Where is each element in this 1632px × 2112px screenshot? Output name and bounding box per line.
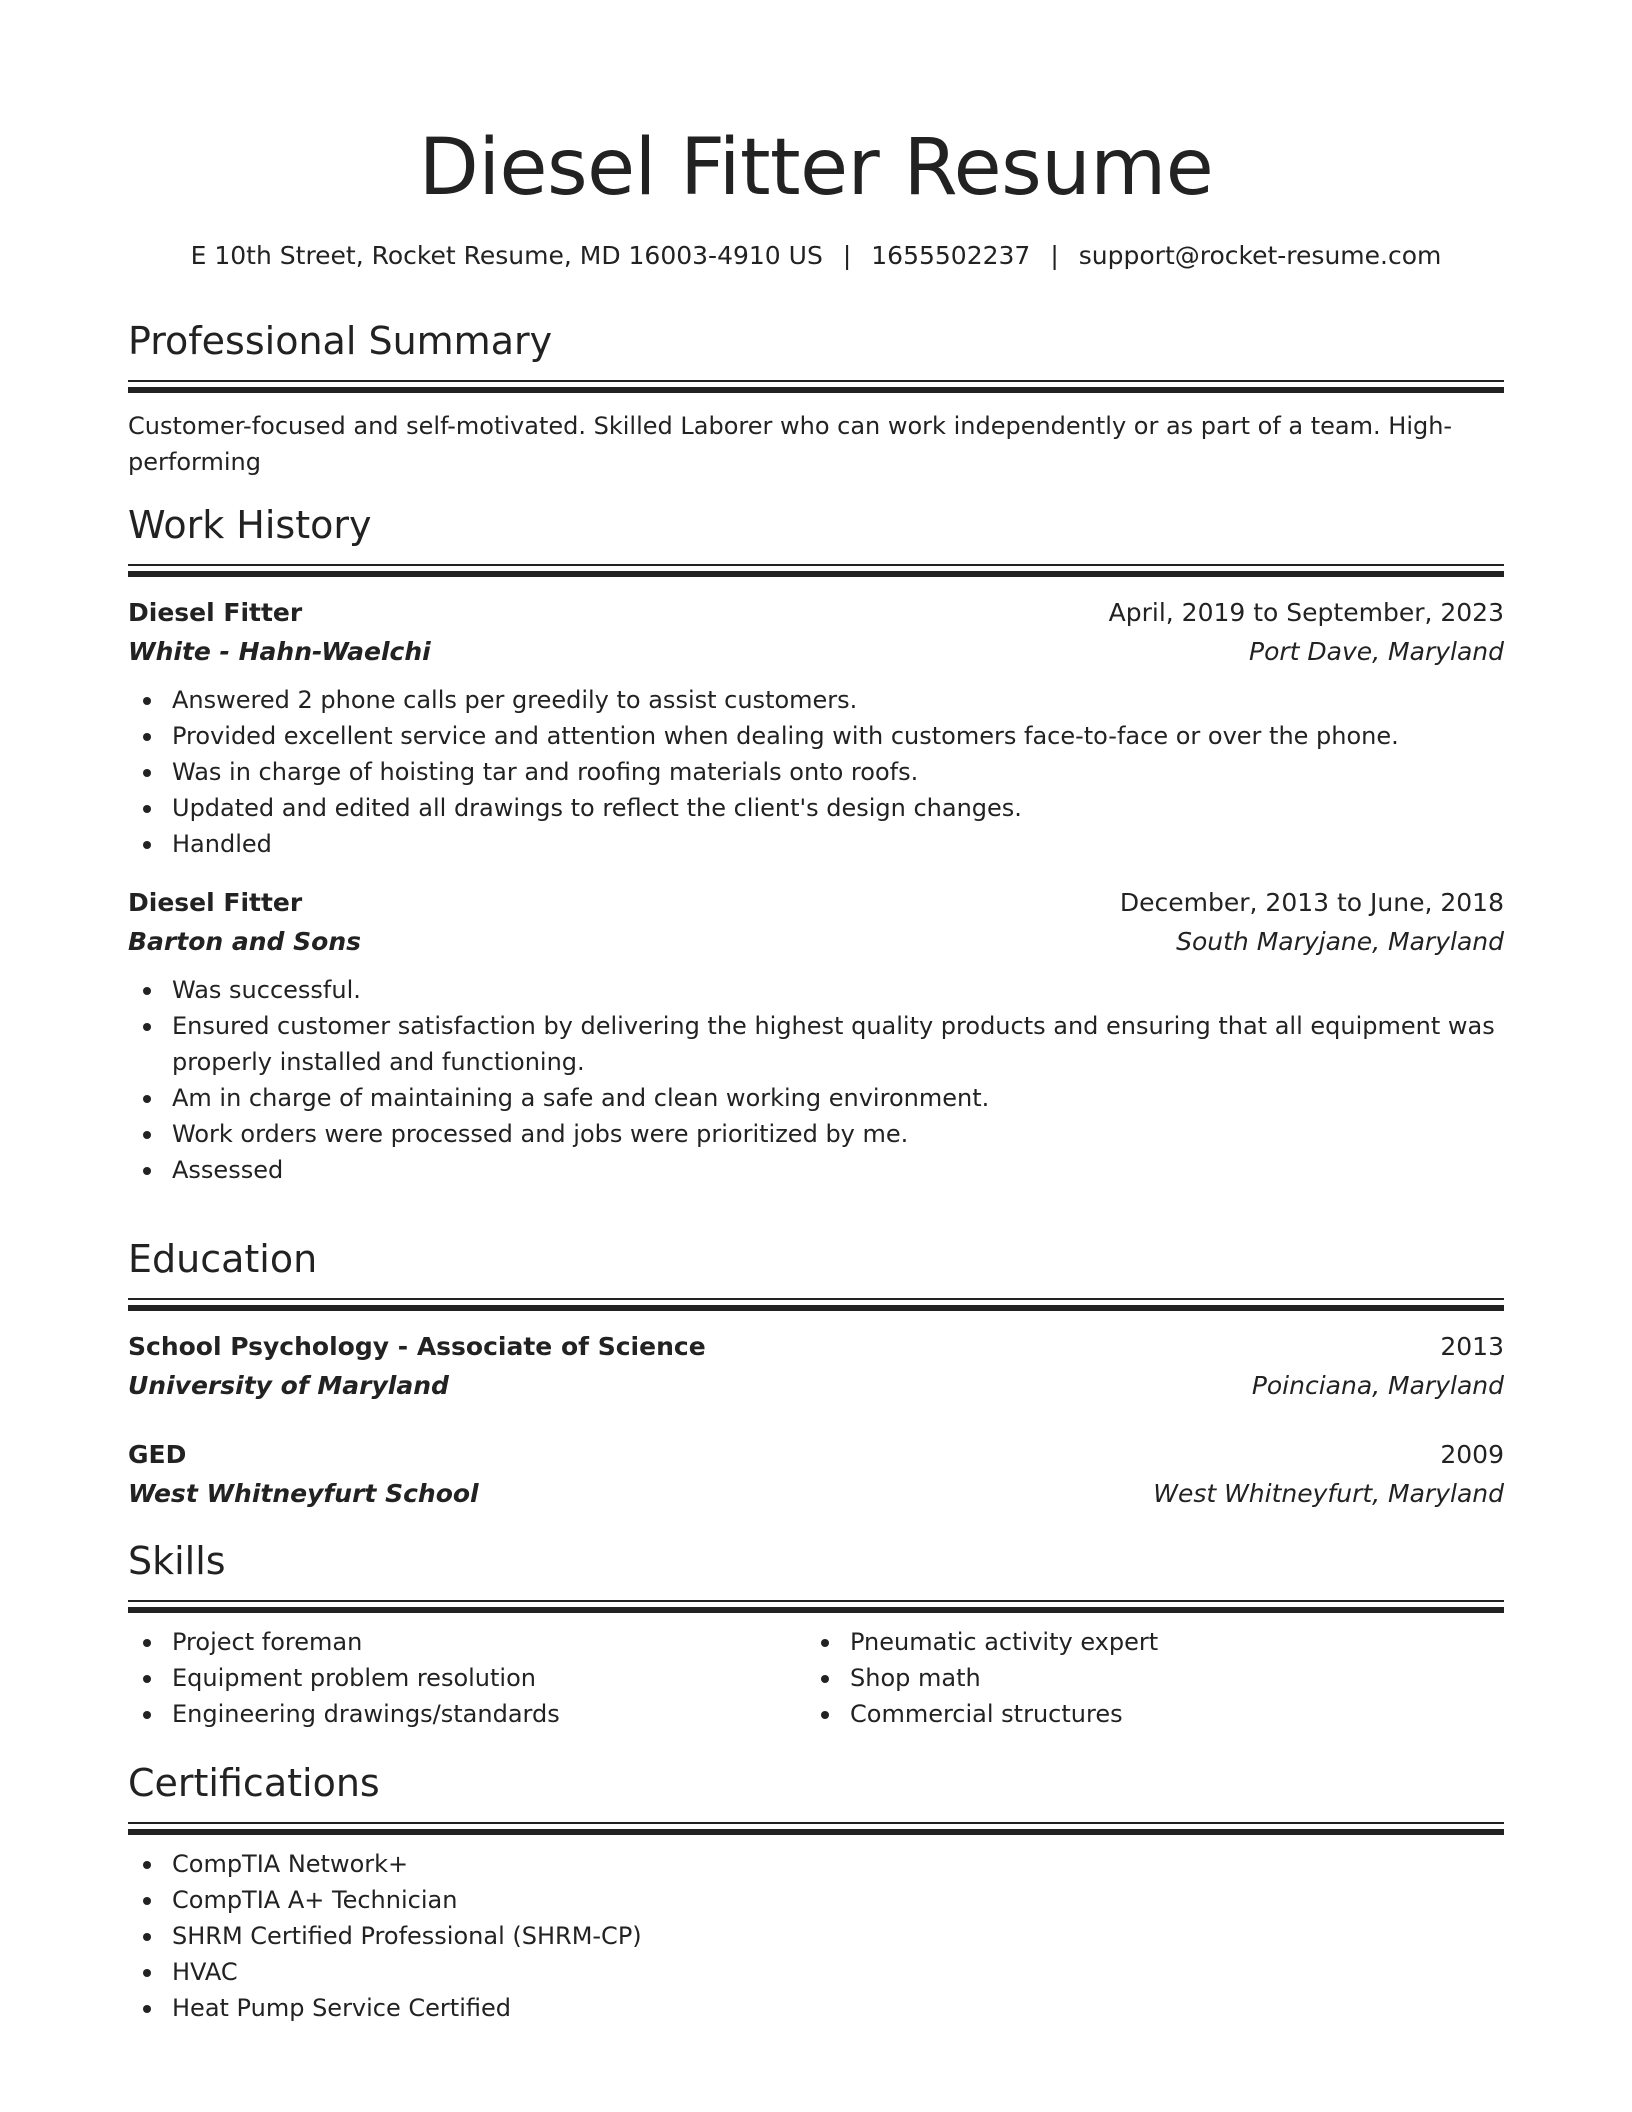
list-item: Am in charge of maintaining a safe and clean working environment.	[128, 1080, 1504, 1116]
job-location: South Maryjane, Maryland	[1176, 927, 1504, 956]
list-item: Equipment problem resolution	[128, 1660, 806, 1696]
section-divider	[128, 380, 1504, 394]
list-item: HVAC	[128, 1954, 1504, 1990]
job-entry	[128, 884, 1504, 1188]
contact-separator: |	[1050, 241, 1059, 270]
job-duties-list	[128, 972, 1504, 1188]
list-item: Engineering drawings/standards	[128, 1696, 806, 1732]
section-heading-summary: Professional Summary	[128, 319, 553, 363]
education-school: University of Maryland	[128, 1371, 449, 1400]
skills-column-left	[128, 1624, 806, 1732]
section-heading-skills: Skills	[128, 1539, 226, 1583]
job-title: Diesel Fitter	[128, 888, 303, 917]
job-duties-list	[128, 682, 1504, 862]
summary-section	[128, 316, 1504, 480]
skills-section	[128, 1536, 1504, 1732]
contact-address: E 10th Street, Rocket Resume, MD 16003-4910 US	[190, 241, 823, 270]
resume-title: Diesel Fitter Resume	[418, 123, 1214, 213]
education-location: Poinciana, Maryland	[1251, 1371, 1504, 1400]
list-item: CompTIA Network+	[128, 1846, 1504, 1882]
contact-phone: 1655502237	[871, 241, 1031, 270]
list-item: Ensured customer satisfaction by delivering the highest quality products and ensuring that all equipment was properly installed and functioning.	[128, 1008, 1504, 1080]
skills-column-right	[806, 1624, 1484, 1732]
section-heading-education: Education	[128, 1237, 318, 1281]
education-section	[128, 1234, 1504, 1514]
education-year: 2009	[1440, 1440, 1504, 1469]
work-history-section	[128, 500, 1504, 1188]
education-year: 2013	[1440, 1332, 1504, 1361]
certifications-list	[128, 1846, 1504, 2026]
job-dates: December, 2013 to June, 2018	[1119, 888, 1504, 917]
job-company: Barton and Sons	[128, 927, 362, 956]
education-entry	[128, 1436, 1504, 1514]
list-item: Shop math	[806, 1660, 1484, 1696]
summary-text: Customer-focused and self-motivated. Skilled Laborer who can work independently or as part of a team. High-performing	[128, 412, 1453, 476]
job-dates: April, 2019 to September, 2023	[1108, 598, 1504, 627]
skills-grid	[128, 1624, 1504, 1732]
education-degree: GED	[128, 1440, 187, 1469]
list-item: Pneumatic activity expert	[806, 1624, 1484, 1660]
section-divider	[128, 1822, 1504, 1836]
education-school: West Whitneyfurt School	[128, 1479, 479, 1508]
education-degree: School Psychology - Associate of Science	[128, 1332, 706, 1361]
section-divider	[128, 1298, 1504, 1312]
list-item: Was successful.	[128, 972, 1504, 1008]
job-location: Port Dave, Maryland	[1249, 637, 1504, 666]
list-item: Project foreman	[128, 1624, 806, 1660]
section-divider	[128, 1600, 1504, 1614]
list-item: Provided excellent service and attention when dealing with customers face-to-face or over the phone.	[128, 718, 1504, 754]
contact-email: support@rocket-resume.com	[1078, 241, 1442, 270]
list-item: Work orders were processed and jobs were prioritized by me.	[128, 1116, 1504, 1152]
list-item: Heat Pump Service Certified	[128, 1990, 1504, 2026]
list-item: CompTIA A+ Technician	[128, 1882, 1504, 1918]
education-entry	[128, 1328, 1504, 1406]
section-heading-work-history: Work History	[128, 503, 372, 547]
certifications-section	[128, 1758, 1504, 2026]
job-company: White - Hahn-Waelchi	[128, 637, 431, 666]
job-title: Diesel Fitter	[128, 598, 303, 627]
section-divider	[128, 564, 1504, 578]
job-entry	[128, 594, 1504, 862]
list-item: Updated and edited all drawings to reflect the client's design changes.	[128, 790, 1504, 826]
education-location: West Whitneyfurt, Maryland	[1153, 1479, 1504, 1508]
section-heading-certifications: Certifications	[128, 1761, 380, 1805]
contact-line	[128, 238, 1504, 274]
list-item: Assessed	[128, 1152, 1504, 1188]
contact-separator: |	[842, 241, 852, 270]
list-item: Commercial structures	[806, 1696, 1484, 1732]
list-item: Handled	[128, 826, 1504, 862]
list-item: Was in charge of hoisting tar and roofing materials onto roofs.	[128, 754, 1504, 790]
list-item: Answered 2 phone calls per greedily to assist customers.	[128, 682, 1504, 718]
list-item: SHRM Certified Professional (SHRM-CP)	[128, 1918, 1504, 1954]
